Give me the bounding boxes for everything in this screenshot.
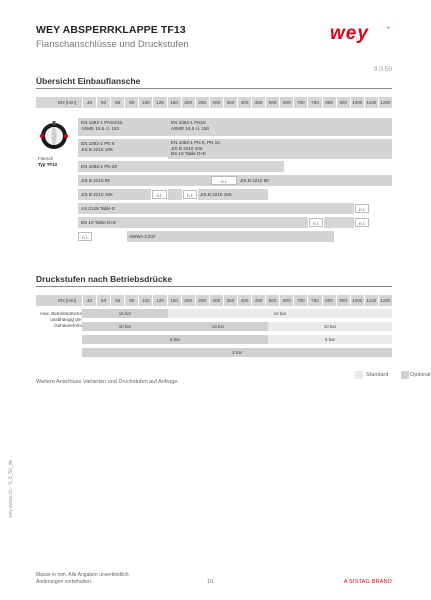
dn-value-cell: 900: [336, 97, 350, 108]
dn-label: DN [mm]: [57, 100, 76, 105]
flange-text-en-small-2: ASME 16.5 cl. 150: [81, 126, 120, 131]
dn-value-cell: 125: [152, 97, 166, 108]
page-number: 1/1: [207, 579, 214, 585]
flange-text-en-small-1: EN 1092-1 PN10/16,: [81, 120, 124, 125]
pressure-bar-16-large: 16 bar: [168, 309, 392, 318]
dn-value-cell: 300: [209, 295, 223, 306]
dn-value-cell: 40: [82, 295, 96, 306]
dn-value-cell: 200: [181, 97, 195, 108]
dn-value-cell: 100: [138, 295, 152, 306]
flange-text-awwa: AWWA C207: [129, 234, 156, 239]
dn-header-row: [36, 97, 392, 108]
flange-text-jis5k-a: JIS B 2210 5K: [81, 178, 111, 183]
na-marker: n.l.: [309, 218, 323, 227]
dn-value-cell: 65: [110, 295, 124, 306]
dn-label-2: DN [mm]: [57, 298, 76, 303]
footer-line-2: Änderungen vorbehalten.: [36, 579, 93, 585]
pressure-bar-6-b: 6 bar: [268, 335, 392, 344]
dn-value-cell: 750: [307, 97, 321, 108]
dn-value-cell: 150: [167, 97, 181, 108]
valve-label: [38, 156, 57, 167]
dn-value-cell: 200: [181, 295, 195, 306]
wey-logo: [330, 24, 394, 44]
flange-text-pn6-large-3: BS 10 Table D+E: [171, 151, 207, 156]
na-marker: n.l.: [355, 204, 369, 213]
footer-brand: A SISTAG BRAND: [343, 579, 392, 585]
dn-value-cell: 100: [138, 97, 152, 108]
dn-value-cell: 400: [237, 295, 251, 306]
pressure-bar-16-small: 16 bar: [82, 309, 168, 318]
flange-bar-jis16k-mid: [168, 189, 182, 200]
dn-value-cell: 800: [322, 97, 336, 108]
flange-text-jis5k-b: JIS B 2210 5K: [240, 178, 270, 183]
footer-disclaimer: [36, 572, 130, 586]
logo-wordmark: wey: [330, 23, 369, 44]
na-marker: n.l.: [78, 232, 92, 241]
valve-icon: [38, 120, 70, 152]
dn-value-cell: 500: [265, 97, 279, 108]
page-subtitle: Flanschanschlüsse und Druckstufen: [36, 39, 189, 50]
dn-value-cell: 1100: [364, 295, 378, 306]
legend-swatch-optional: [401, 371, 409, 379]
flange-text-bs10: BS 10 Table D+E: [81, 220, 117, 225]
dn-value-cell: 350: [223, 97, 237, 108]
footer-line-1: Masse in mm. Alle Angaben unverbindlich.: [36, 572, 130, 578]
flange-text-jis16k-a: JIS B 2210 16K: [81, 192, 113, 197]
legend-label-optional: Optional: [410, 372, 431, 378]
na-marker: n.l.: [355, 218, 369, 227]
valve-label-line1: Flansch: [38, 156, 54, 161]
pressure-row-label: max. Betriebsdrücke unabhängig der Gehäuseform: [40, 311, 82, 328]
note-text: Weitere Anschluss-Varianten und Druckstufen auf Anfrage.: [36, 379, 179, 385]
dn-value-cell: 40: [82, 97, 96, 108]
flange-text-en-large-2: ASME 16.5 cl. 150: [171, 126, 210, 131]
dn-value-cell: 150: [167, 295, 181, 306]
dn-value-cell: 900: [336, 295, 350, 306]
flange-text-pn6-large-1: EN 1092-1 PN 6, PN 16: [171, 140, 220, 145]
pressure-bar-10-c: 10 bar: [268, 322, 392, 331]
document-number: 9.0.50: [373, 66, 392, 73]
dn-value-cell: 250: [195, 97, 209, 108]
legend-swatch-standard: [355, 371, 363, 379]
dn-value-cell: 1100: [364, 97, 378, 108]
dn-value-cell: 80: [124, 295, 138, 306]
section-title-flanges: Übersicht Einbauflansche: [36, 76, 141, 86]
dn-value-cell: 400: [237, 97, 251, 108]
dn-value-cell: 700: [293, 295, 307, 306]
na-marker: n.l.: [183, 190, 197, 199]
section-rule: [36, 286, 392, 287]
dn-value-cell: 50: [96, 97, 110, 108]
dn-value-cell: 600: [279, 295, 293, 306]
flange-text-pn6-large-2: JIS B 2210 10K: [171, 145, 203, 151]
dn-value-cell: 1000: [350, 97, 364, 108]
flange-text-pn20: EN 1092-1 PN 20: [81, 164, 118, 169]
section-rule: [36, 88, 392, 89]
dn-value-cell: 250: [195, 295, 209, 306]
dn-value-cell: 50: [96, 295, 110, 306]
section-title-pressure: Druckstufen nach Betriebsdrücke: [36, 274, 173, 284]
page-title: WEY ABSPERRKLAPPE TF13: [36, 24, 186, 36]
pressure-bar-10-a: 10 bar: [82, 322, 168, 331]
na-marker: n.l.: [152, 190, 167, 199]
dn-value-cell: 300: [209, 97, 223, 108]
dn-value-cell: 600: [279, 97, 293, 108]
dn-header-row-2: [36, 295, 392, 306]
flange-bar-awwa: [127, 231, 334, 242]
dn-value-cell: 750: [307, 295, 321, 306]
flange-bar-bs10-b: [324, 217, 354, 228]
pressure-bar-3: 3 bar: [82, 348, 392, 357]
dn-value-cell: 450: [251, 97, 265, 108]
dn-value-cell: 800: [322, 295, 336, 306]
dn-value-cell: 350: [223, 295, 237, 306]
dn-value-cell: 450: [251, 295, 265, 306]
pressure-bar-6-a: 6 bar: [82, 335, 268, 344]
flange-text-en-large-1: EN 1092-1 PN10: [171, 120, 206, 125]
legend-label-standard: Standard: [366, 372, 389, 378]
dn-value-cell: 65: [110, 97, 124, 108]
flange-bar-as2129: [78, 203, 354, 214]
flange-text-pn6-small-2: JIS B 2210 10K: [81, 147, 113, 152]
dn-value-cell: 1200: [378, 97, 392, 108]
side-text: wey.swiss.ch · 9_0_50_de: [8, 459, 14, 518]
pressure-bar-10-b: 10 bar: [168, 322, 268, 331]
dn-value-cell: 125: [152, 295, 166, 306]
valve-label-line2: Typ TF13: [38, 161, 57, 167]
dn-value-cell: 80: [124, 97, 138, 108]
na-marker: n.l.: [211, 176, 237, 185]
flange-text-as2129: AS 2129 Table E: [81, 206, 116, 211]
dn-value-cell: 1000: [350, 295, 364, 306]
logo-registered-mark: ®: [387, 25, 390, 30]
dn-value-cell: 500: [265, 295, 279, 306]
dn-value-cell: 1200: [378, 295, 392, 306]
flange-text-jis16k-b: JIS B 2210 16K: [200, 192, 232, 197]
dn-value-cell: 700: [293, 97, 307, 108]
flange-text-pn6-small-1: EN 1092-1 PN 6: [81, 141, 115, 146]
